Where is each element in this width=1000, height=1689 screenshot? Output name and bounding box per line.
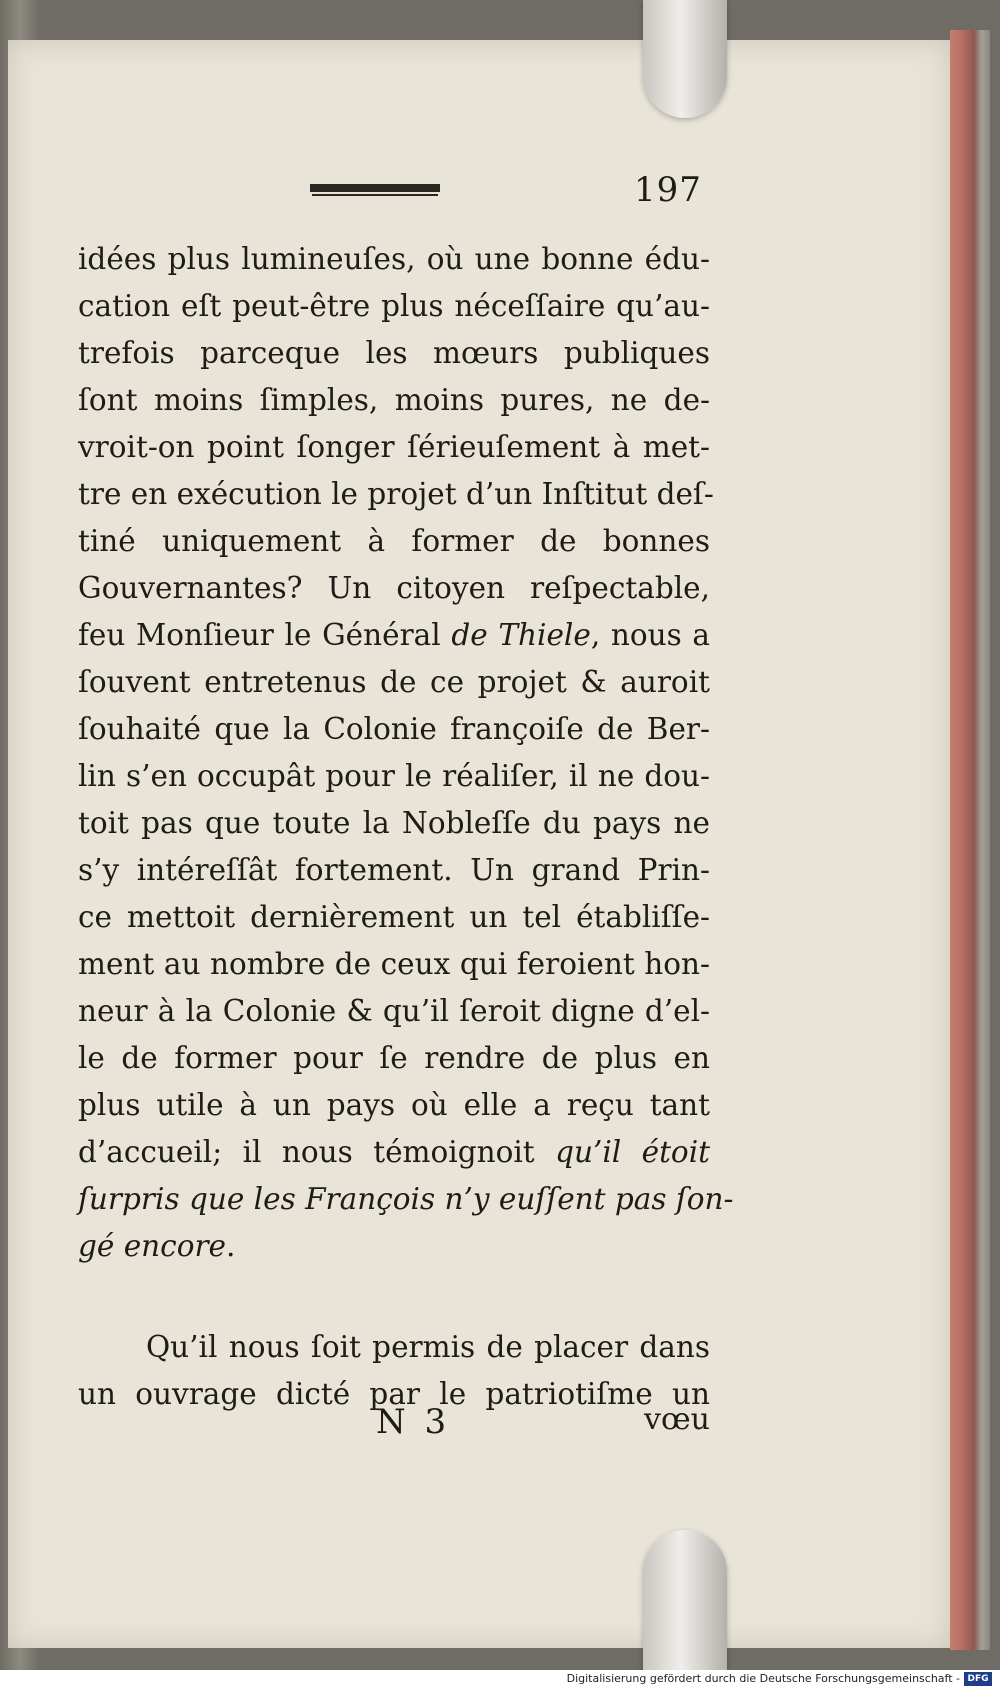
text-run: ſouvent entretenus de ce projet & auroit (78, 665, 710, 699)
dfg-logo: DFG (964, 1672, 992, 1686)
text-line (78, 1223, 710, 1270)
text-line (78, 330, 710, 377)
text-run: idées plus lumineuſes, où une bonne édu- (78, 242, 710, 276)
signature-mark: N 3 (376, 1402, 451, 1442)
text-run: vroit-on point ſonger ſérieuſement à met- (78, 430, 710, 464)
digitization-credit: Digitalisierung gefördert durch die Deutsche Forschungsgemeinschaft - (566, 1672, 960, 1685)
page-number: 197 (634, 170, 702, 210)
catchword: vœu (644, 1402, 710, 1437)
italic-text: qu’il étoit (555, 1135, 710, 1169)
text-run: Gouvernantes? Un citoyen reſpectable, (78, 571, 710, 605)
text-line (78, 894, 710, 941)
text-line (78, 283, 710, 330)
text-line (78, 1082, 710, 1129)
italic-text: ſurpris que les François n’y euſſent pas ſon- (78, 1182, 734, 1216)
text-run: toit pas que toute la Nobleſſe du pays ne (78, 806, 710, 840)
text-line (78, 659, 710, 706)
text-run: tre en exécution le projet d’un Inſtitut deſ- (78, 477, 714, 511)
text-run: s’y intéreſſât fortement. Un grand Prin- (78, 853, 710, 887)
body-text (78, 236, 734, 1418)
text-run: Qu’il nous ſoit permis de placer dans (146, 1330, 710, 1364)
text-run: ment au nombre de ceux qui feroient hon- (78, 947, 710, 981)
text-line (78, 1035, 710, 1082)
text-run: tiné uniquement à former de bonnes (78, 524, 710, 558)
text-run: feu Monſieur le Général (78, 618, 452, 652)
text-run: plus utile à un pays où elle a reçu tant (78, 1088, 710, 1122)
text-line (78, 753, 710, 800)
page-edge (950, 30, 990, 1650)
text-run: trefois parceque les mœurs publiques (78, 336, 710, 370)
text-run: un ouvrage dicté par le patriotiſme un (78, 1377, 710, 1411)
text-run: ce mettoit dernièrement un tel établiſſe- (78, 900, 710, 934)
text-run: le de former pour ſe rendre de plus en (78, 1041, 710, 1075)
text-run: d’accueil; il nous témoignoit (78, 1135, 556, 1169)
text-run: . (226, 1229, 236, 1263)
text-line (78, 706, 710, 753)
text-run: ſont moins ſimples, moins pures, ne de- (78, 383, 710, 417)
text-line (78, 424, 710, 471)
text-line (78, 1324, 710, 1371)
text-line (78, 988, 710, 1035)
text-line (78, 471, 714, 518)
text-run: , nous a (590, 618, 710, 652)
italic-text: gé encore (78, 1229, 227, 1263)
page-clip-top (643, 0, 727, 118)
text-run: ſouhaité que la Colonie françoiſe de Ber- (78, 712, 710, 746)
text-line (78, 565, 710, 612)
paragraph-gap (78, 1270, 710, 1324)
text-line (78, 377, 710, 424)
page-clip-bottom (643, 1530, 727, 1689)
text-line (78, 518, 710, 565)
text-run: neur à la Colonie & qu’il ſeroit digne d’el- (78, 994, 710, 1028)
text-line (78, 236, 710, 283)
italic-text: de Thiele (451, 618, 591, 652)
header-ornament-rule (310, 184, 440, 192)
text-run: cation eſt peut-être plus néceſſaire qu’au- (78, 289, 710, 323)
text-line (78, 800, 710, 847)
text-line (78, 1176, 734, 1223)
text-line (78, 941, 710, 988)
text-line (78, 1129, 710, 1176)
text-line (78, 612, 710, 659)
text-run: lin s’en occupât pour le réaliſer, il ne dou- (78, 759, 710, 793)
text-line (78, 847, 710, 894)
paragraph-1 (78, 236, 734, 1270)
